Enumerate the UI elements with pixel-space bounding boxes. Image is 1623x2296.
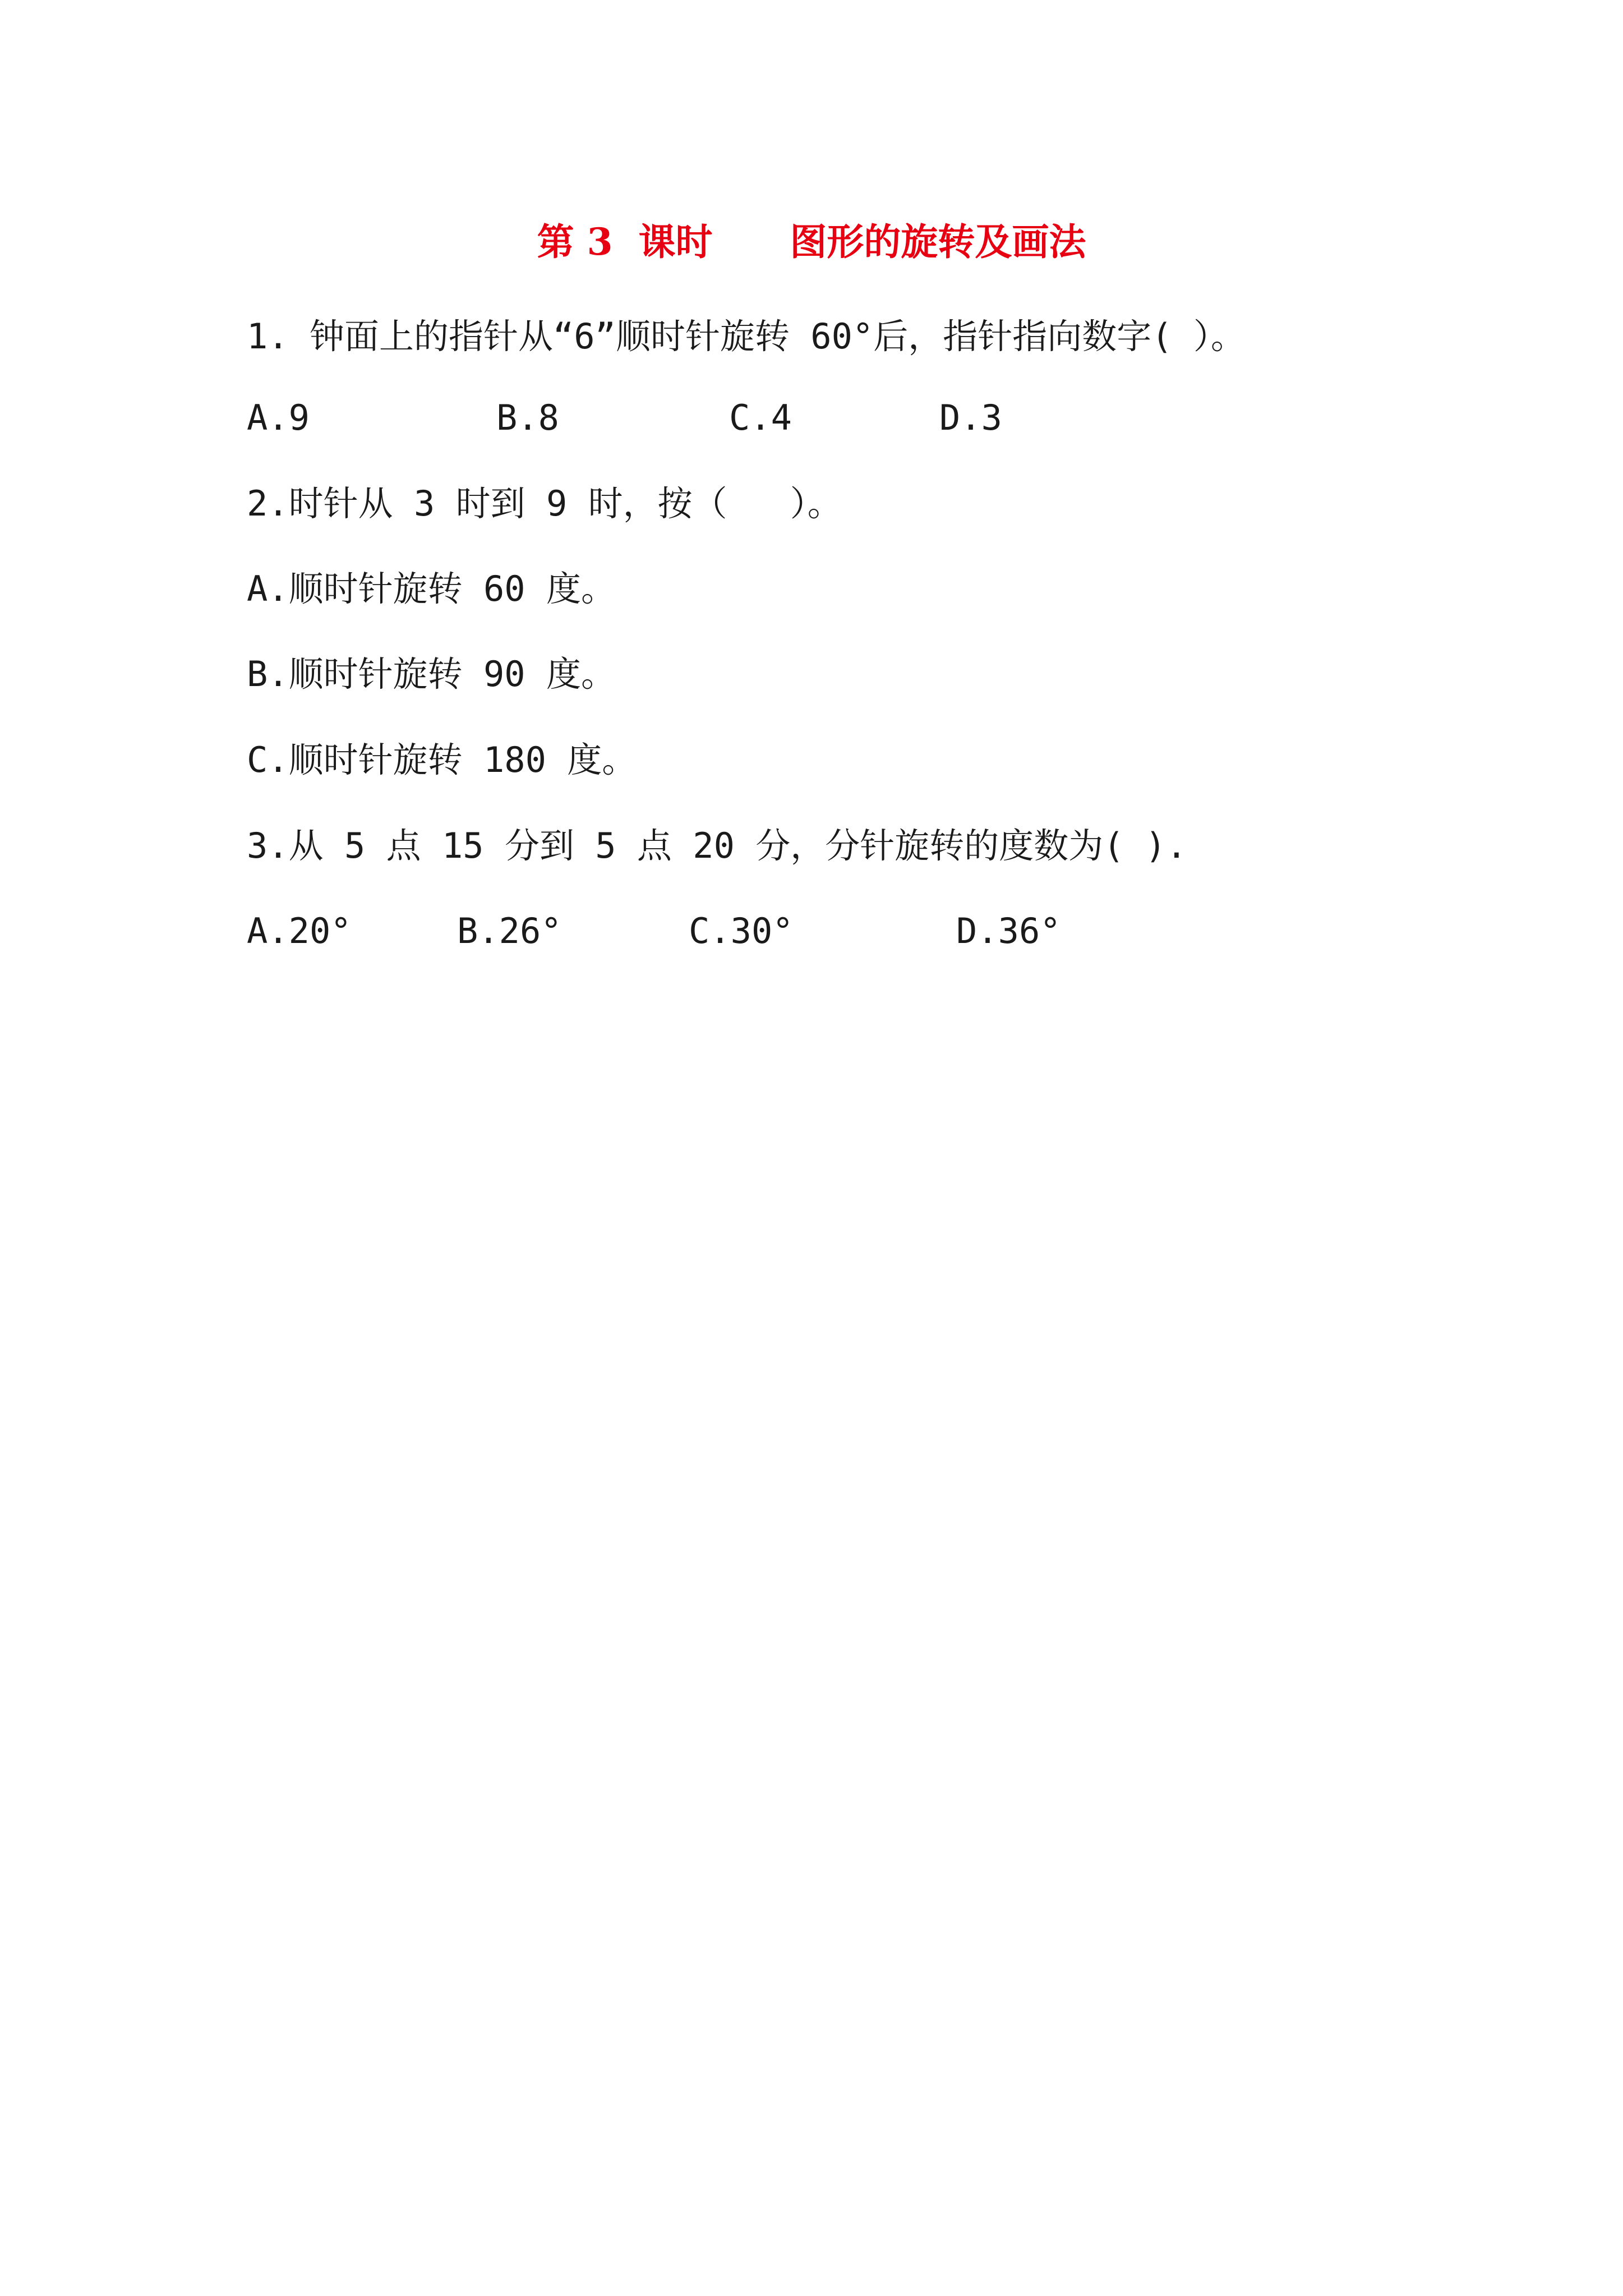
question-2-option-a: A.顺时针旋转 60 度。 — [247, 568, 616, 609]
question-3-option-a: A.20° — [247, 910, 352, 951]
question-2-option-c: C.顺时针旋转 180 度。 — [247, 739, 637, 780]
question-3-option-d: D.36° — [956, 910, 1061, 951]
question-3-option-c: C.30° — [689, 910, 794, 951]
question-3-stem: 3.从 5 点 15 分到 5 点 20 分，分针旋转的度数为( ). — [247, 825, 1187, 866]
question-3-option-b: B.26° — [457, 910, 562, 951]
question-1-option-c: C.4 — [729, 397, 792, 438]
question-1-stem: 1. 钟面上的指针从“6”顺时针旋转 60°后，指针指向数字( ）。 — [247, 316, 1246, 357]
question-1-option-d: D.3 — [939, 397, 1002, 438]
question-1-option-b: B.8 — [496, 397, 559, 438]
page-title: 第 3 课时 图形的旋转及画法 — [537, 220, 1086, 264]
question-1-option-a: A.9 — [247, 397, 310, 438]
question-2-option-b: B.顺时针旋转 90 度。 — [247, 654, 616, 694]
question-2-stem: 2.时针从 3 时到 9 时，按（ ）。 — [247, 483, 842, 524]
